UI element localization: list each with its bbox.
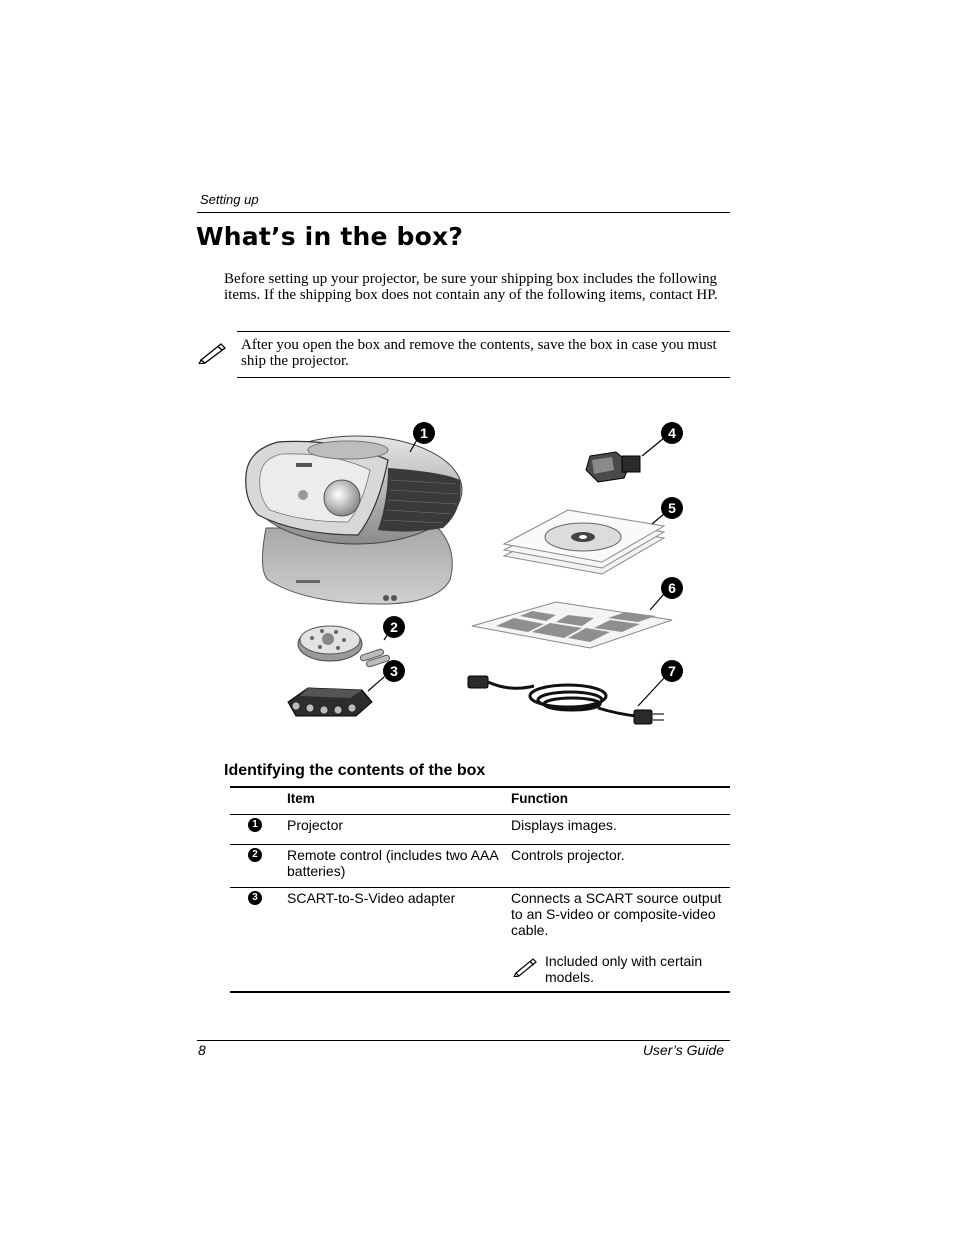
svg-text:3: 3 [390, 663, 398, 679]
power-cord-illustration [468, 676, 664, 724]
page-title: What’s in the box? [196, 222, 464, 251]
pencil-note-icon [197, 340, 229, 364]
header-rule [230, 814, 730, 815]
svg-text:2: 2 [390, 619, 398, 635]
running-head: Setting up [200, 192, 259, 207]
guide-title: User’s Guide [642, 1042, 724, 1058]
column-header-item: Item [287, 791, 315, 806]
table-cell-item: SCART-to-S-Video adapter [287, 890, 456, 906]
svg-text:6: 6 [668, 580, 676, 596]
vga-adapter-illustration [586, 452, 640, 482]
row-number-badge: 3 [248, 891, 262, 905]
row-number-badge: 1 [248, 818, 262, 832]
intro-paragraph: Before setting up your projector, be sure your shipping box includes the following items. If the shipping box does not contain any of the following items, contact HP. [224, 271, 718, 303]
table-cell-note: Included only with certain models. [545, 953, 703, 985]
table-cell-function: Connects a SCART source output to an S-video or composite-video cable. [511, 890, 722, 938]
remote-control-illustration [298, 626, 390, 668]
row-number-badge: 2 [248, 848, 262, 862]
table-cell-item: Remote control (includes two AAA batteries) [287, 847, 498, 879]
pencil-note-icon [512, 955, 540, 977]
table-caption: Identifying the contents of the box [224, 762, 486, 779]
page-number: 8 [198, 1042, 206, 1058]
svg-text:1: 1 [420, 425, 428, 441]
table-cell-item: Projector [287, 817, 344, 833]
svg-text:4: 4 [668, 425, 676, 441]
callout-7 [638, 660, 683, 706]
svg-text:5: 5 [668, 500, 676, 516]
footer-rule [197, 1040, 730, 1041]
box-contents-figure [238, 410, 698, 745]
note-bottom-rule [237, 377, 730, 378]
setup-poster-illustration [472, 602, 672, 648]
callout-6 [650, 577, 683, 610]
callout-4 [642, 422, 683, 456]
header-rule [197, 212, 730, 213]
table-cell-function: Displays images. [511, 817, 617, 833]
row-rule [230, 887, 730, 888]
note-top-rule [237, 331, 730, 332]
row-rule [230, 844, 730, 845]
callout-5 [652, 497, 683, 524]
table-top-rule [230, 786, 730, 788]
note-text: After you open the box and remove the contents, save the box in case you must ship the projector. [241, 337, 717, 369]
column-header-function: Function [511, 791, 568, 806]
svg-text:7: 7 [668, 663, 676, 679]
projector-illustration [246, 436, 462, 604]
scart-adapter-illustration [288, 688, 372, 716]
callout-2 [383, 616, 405, 640]
table-bottom-rule [230, 991, 730, 993]
table-cell-function: Controls projector. [511, 847, 625, 863]
cd-and-documents-illustration [504, 510, 664, 574]
